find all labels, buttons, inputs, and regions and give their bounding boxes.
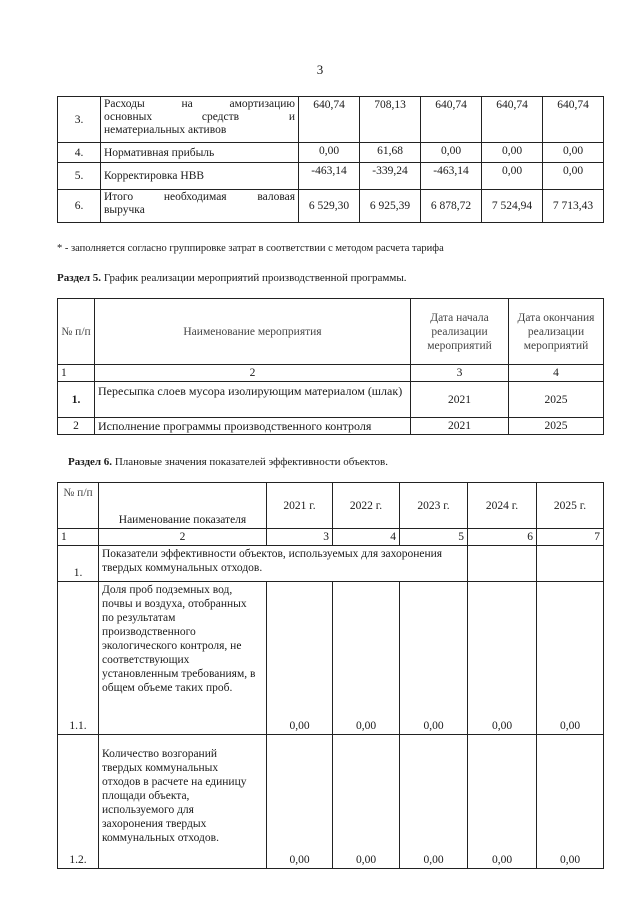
row-number: 1.2. [58,735,99,869]
value-cell: 0,00 [421,143,482,163]
index-row [58,529,604,546]
value-cell: 0,00 [482,163,543,190]
row-number: 6. [58,190,101,223]
end-date: 2025 [509,418,604,435]
schedule-table [57,298,604,435]
table-row [58,418,604,435]
table-row [58,735,604,869]
row-name-line: Итого необходимая валовая [104,191,295,203]
header-year: 2022 г. [333,483,400,529]
row-number: 4. [58,143,101,163]
group-name: Показатели эффективности объектов, используемых для захоронения твердых коммунальных отходов. [99,546,468,582]
value-cell: 0,00 [468,735,537,869]
row-number: 1.1. [58,582,99,735]
row-name: Пересыпка слоев мусора изолирующим материалом (шлак) [95,382,411,418]
header-number: № п/п [58,299,95,365]
value-cell: 640,74 [299,97,360,143]
value-cell: 0,00 [333,582,400,735]
value-cell: 0,00 [267,735,333,869]
section6-label: Раздел 6. [68,456,113,468]
section6-heading [68,456,388,468]
index-cell: 2 [95,365,411,382]
value-cell: 7 713,43 [543,190,604,223]
index-cell: 1 [58,365,95,382]
index-cell: 4 [333,529,400,546]
value-cell: 61,68 [360,143,421,163]
index-cell: 6 [468,529,537,546]
index-cell: 7 [537,529,604,546]
row-name-line: выручка [104,204,145,216]
header-year: 2021 г. [267,483,333,529]
table-row [58,190,604,223]
row-name [101,97,299,143]
empty-cell [537,546,604,582]
indicators-table [57,482,604,869]
header-year: 2025 г. [537,483,604,529]
header-number: № п/п [58,483,99,529]
row-name: Исполнение программы производственного контроля [95,418,411,435]
value-cell: -463,14 [299,163,360,190]
value-cell: -463,14 [421,163,482,190]
row-number: 5. [58,163,101,190]
row-number: 1. [58,546,99,582]
header-start-date: Дата начала реализации мероприятий [411,299,509,365]
row-name: Доля проб подземных вод, почвы и воздуха, отобранных по результатам производственного экологического контроля, не соответствующих установленным требованиям, в общем объеме таких проб. [99,582,267,735]
value-cell: 640,74 [421,97,482,143]
section6-title: Плановые значения показателей эффективности объектов. [114,456,388,468]
expenses-table [57,96,604,223]
value-cell: 6 878,72 [421,190,482,223]
value-cell: -339,24 [360,163,421,190]
header-year: 2023 г. [400,483,468,529]
value-cell: 0,00 [333,735,400,869]
value-cell: 0,00 [267,582,333,735]
index-cell: 1 [58,529,99,546]
value-cell: 7 524,94 [482,190,543,223]
table-row [58,582,604,735]
table-header-row [58,299,604,365]
row-name-line: Расходы на амортизацию [104,98,295,110]
row-name: Количество возгораний твердых коммунальных отходов в расчете на единицу площади объекта, используемого для захоронения твердых коммунальных отходов. [99,735,267,869]
row-number: 2 [58,418,95,435]
row-name: Нормативная прибыль [101,143,299,163]
index-cell: 3 [267,529,333,546]
table-row [58,382,604,418]
value-cell: 0,00 [299,143,360,163]
row-name-line: основных средств и [104,111,295,123]
value-cell: 6 529,30 [299,190,360,223]
value-cell: 708,13 [360,97,421,143]
empty-cell [468,546,537,582]
index-row [58,365,604,382]
value-cell: 0,00 [482,143,543,163]
value-cell: 0,00 [400,582,468,735]
value-cell: 0,00 [543,143,604,163]
table-row [58,97,604,143]
row-name: Корректировка НВВ [101,163,299,190]
table-row [58,163,604,190]
value-cell: 640,74 [543,97,604,143]
index-cell: 3 [411,365,509,382]
value-cell: 640,74 [482,97,543,143]
start-date: 2021 [411,418,509,435]
start-date: 2021 [411,382,509,418]
value-cell: 0,00 [468,582,537,735]
end-date: 2025 [509,382,604,418]
table-row [58,143,604,163]
row-number: 3. [58,97,101,143]
header-name: Наименование показателя [99,483,267,529]
section5-heading [57,272,406,284]
index-cell: 5 [400,529,468,546]
value-cell: 0,00 [543,163,604,190]
index-cell: 2 [99,529,267,546]
header-end-date: Дата окончания реализации мероприятий [509,299,604,365]
row-name-line: нематериальных активов [104,124,227,136]
value-cell: 6 925,39 [360,190,421,223]
page-number: 3 [316,62,324,77]
index-cell: 4 [509,365,604,382]
header-year: 2024 г. [468,483,537,529]
value-cell: 0,00 [537,582,604,735]
row-name [101,190,299,223]
section5-label: Раздел 5. [57,272,102,284]
footnote: * - заполняется согласно группировке затрат в соответствии с методом расчета тарифа [57,243,444,254]
table-group-row [58,546,604,582]
header-name: Наименование мероприятия [95,299,411,365]
table-header-row [58,483,604,529]
section5-title: График реализации мероприятий производственной программы. [103,272,407,284]
value-cell: 0,00 [400,735,468,869]
row-number: 1. [58,382,95,418]
value-cell: 0,00 [537,735,604,869]
